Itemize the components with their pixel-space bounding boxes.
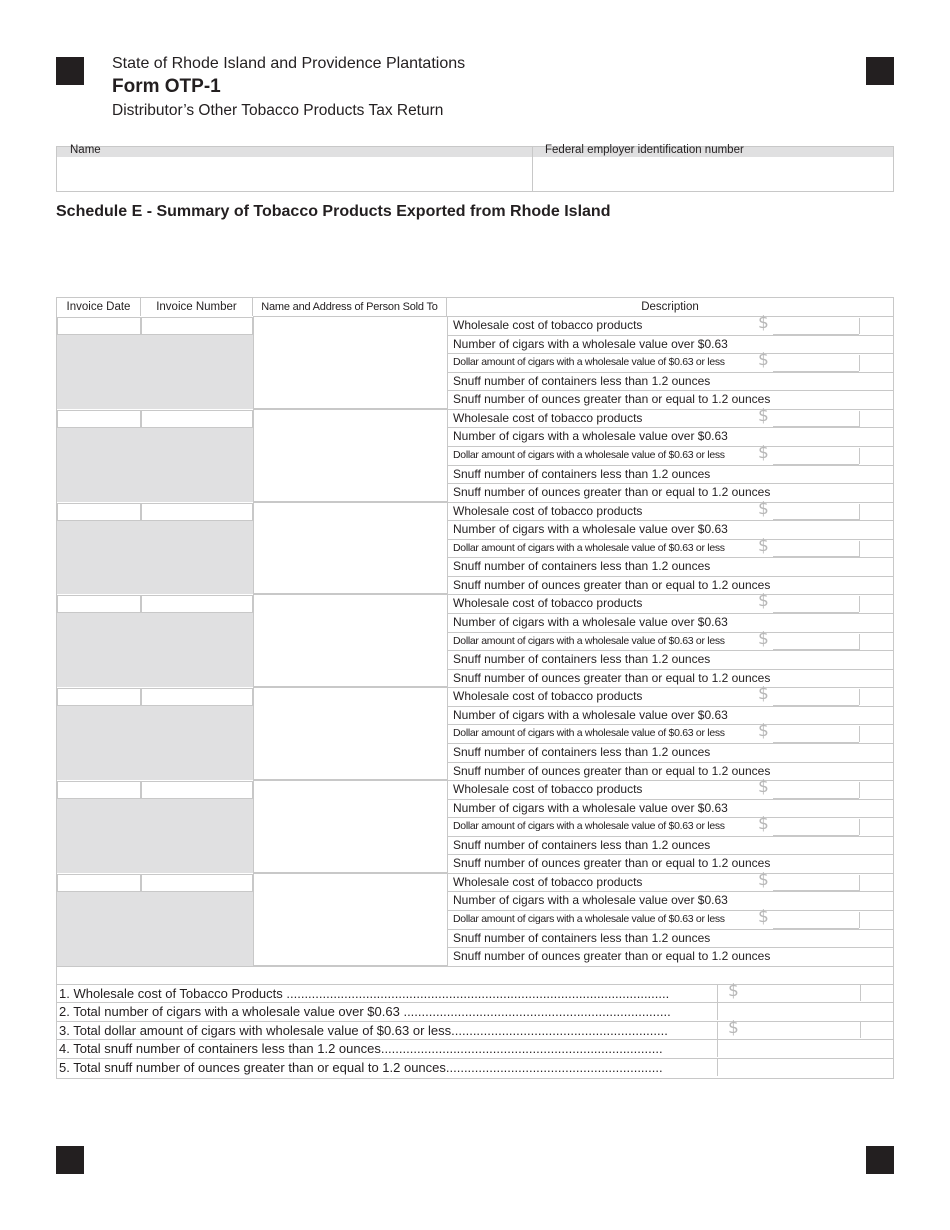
shaded-area: [57, 613, 253, 687]
shaded-area: [57, 892, 253, 966]
sold-to-input[interactable]: [253, 780, 448, 873]
description-row: [447, 891, 893, 910]
total-line-label: 4. Total snuff number of containers less than 1.2 ounces..............................................................................: [59, 1041, 663, 1057]
description-row: [447, 650, 893, 669]
spacer-row: [57, 966, 893, 984]
description-label: Number of cigars with a wholesale value over $0.63: [453, 614, 728, 629]
description-label: Dollar amount of cigars with a wholesale value of $0.63 or less: [453, 634, 725, 647]
invoice-group: [57, 869, 893, 966]
description-row: [447, 777, 893, 799]
invoice-date-input[interactable]: [57, 410, 141, 428]
description-row: [447, 836, 893, 855]
description-row: [447, 442, 893, 465]
description-label: Snuff number of ounces greater than or equal to 1.2 ounces: [453, 949, 771, 964]
dollar-sign-icon: $: [758, 535, 769, 556]
description-row: [447, 743, 893, 762]
cents-input[interactable]: [859, 318, 893, 334]
description-row: [447, 869, 893, 892]
description-label: Snuff number of ounces greater than or equal to 1.2 ounces: [453, 577, 771, 592]
description-label: Snuff number of ounces greater than or equal to 1.2 ounces: [453, 763, 771, 778]
description-row: [447, 814, 893, 836]
dollar-sign-icon: $: [758, 721, 769, 742]
description-row: [447, 854, 893, 873]
registration-mark-top-right: [866, 57, 894, 85]
sold-to-input[interactable]: [253, 687, 448, 780]
invoice-number-input[interactable]: [141, 317, 253, 335]
description-row: [447, 390, 893, 409]
cents-input[interactable]: [859, 596, 893, 612]
total-amount-input[interactable]: [717, 980, 893, 1002]
cents-input[interactable]: [859, 355, 893, 371]
description-value-input[interactable]: [747, 558, 857, 575]
description-value-input[interactable]: [747, 405, 857, 427]
description-label: Snuff number of containers less than 1.2 ounces: [453, 466, 711, 481]
registration-mark-bottom-right: [866, 1146, 894, 1174]
invoice-date-input[interactable]: [57, 503, 141, 521]
description-row: [447, 483, 893, 502]
description-row: [447, 465, 893, 484]
cents-input[interactable]: [860, 984, 894, 1001]
invoice-group: [57, 405, 893, 502]
description-value-input[interactable]: [747, 837, 857, 854]
dollar-sign-icon: $: [758, 313, 769, 333]
taxpayer-id-box: [56, 146, 894, 192]
description-value-input[interactable]: [747, 498, 857, 520]
name-label: Name: [70, 144, 101, 156]
description-value-input[interactable]: [747, 535, 857, 557]
description-label: Number of cigars with a wholesale value over $0.63: [453, 522, 728, 537]
description-value-input[interactable]: [747, 744, 857, 761]
description-value-input[interactable]: [747, 930, 857, 947]
total-amount-input[interactable]: [717, 1017, 893, 1039]
description-value-input[interactable]: [747, 948, 857, 965]
sold-to-input[interactable]: [253, 409, 448, 502]
description-row: [447, 613, 893, 632]
total-amount-input[interactable]: [717, 1002, 893, 1020]
description-row: [447, 313, 893, 335]
description-value-input[interactable]: [747, 373, 857, 390]
cents-input[interactable]: [859, 689, 893, 705]
dollar-sign-icon: $: [758, 869, 769, 890]
state-name: State of Rhode Island and Providence Plantations: [112, 55, 466, 72]
description-label: Dollar amount of cigars with a wholesale value of $0.63 or less: [453, 820, 725, 833]
description-label: Dollar amount of cigars with a wholesale value of $0.63 or less: [453, 912, 725, 925]
description-row: [447, 762, 893, 781]
invoice-number-input[interactable]: [141, 503, 253, 521]
cents-input[interactable]: [859, 448, 893, 464]
cents-input[interactable]: [859, 875, 893, 891]
total-amount-input[interactable]: [717, 1039, 893, 1057]
form-title: Form OTP-1: [112, 76, 221, 97]
dollar-sign-icon: $: [758, 814, 769, 835]
description-label: Wholesale cost of tobacco products: [453, 874, 643, 889]
description-row: [447, 947, 893, 966]
cents-input[interactable]: [859, 819, 893, 835]
dollar-sign-icon: $: [758, 591, 769, 612]
total-line-label: 2. Total number of cigars with a wholesale value over $0.63 ..........................................................................: [59, 1004, 671, 1020]
shaded-area: [57, 335, 253, 409]
shaded-area: [57, 706, 253, 780]
description-row: [447, 669, 893, 688]
description-row: [447, 706, 893, 725]
description-label: Snuff number of ounces greater than or equal to 1.2 ounces: [453, 392, 771, 407]
description-row: [447, 557, 893, 576]
shaded-area: [57, 799, 253, 873]
fein-field[interactable]: [533, 157, 893, 191]
description-label: Snuff number of containers less than 1.2 ounces: [453, 373, 711, 388]
description-label: Wholesale cost of tobacco products: [453, 503, 643, 518]
description-row: [447, 721, 893, 743]
total-line-label: 3. Total dollar amount of cigars with wholesale value of $0.63 or less............................................................: [59, 1022, 668, 1038]
description-label: Snuff number of ounces greater than or equal to 1.2 ounces: [453, 856, 771, 871]
description-label: Wholesale cost of tobacco products: [453, 782, 643, 796]
col-header-description: Description: [641, 301, 699, 313]
description-row: [447, 591, 893, 613]
description-label: Snuff number of containers less than 1.2 ounces: [453, 837, 711, 852]
cents-input[interactable]: [859, 504, 893, 520]
description-label: Dollar amount of cigars with a wholesale value of $0.63 or less: [453, 727, 725, 740]
description-value-input[interactable]: [747, 466, 857, 483]
sold-to-input[interactable]: [253, 502, 448, 595]
description-label: Snuff number of ounces greater than or equal to 1.2 ounces: [453, 670, 771, 685]
invoice-group: [57, 313, 893, 409]
total-amount-input[interactable]: [717, 1058, 893, 1076]
description-value-input[interactable]: [747, 313, 857, 334]
dollar-sign-icon: $: [728, 1017, 739, 1038]
invoice-number-input[interactable]: [141, 410, 253, 428]
dollar-sign-icon: $: [758, 405, 769, 426]
total-line-label: 5. Total snuff number of ounces greater than or equal to 1.2 ounces............................................................: [59, 1060, 663, 1075]
total-line-label: 1. Wholesale cost of Tobacco Products ..........................................................................................................: [59, 985, 670, 1001]
total-line: [57, 1002, 893, 1020]
description-row: [447, 535, 893, 558]
invoice-number-input[interactable]: [141, 874, 253, 892]
dollar-sign-icon: $: [758, 628, 769, 649]
description-value-input[interactable]: [747, 628, 857, 650]
dollar-sign-icon: $: [758, 350, 769, 371]
total-line: [57, 1058, 893, 1076]
description-label: Number of cigars with a wholesale value over $0.63: [453, 429, 728, 444]
dollar-sign-icon: $: [758, 777, 769, 797]
description-row: [447, 427, 893, 446]
invoice-date-input[interactable]: [57, 317, 141, 335]
invoice-group: [57, 498, 893, 595]
description-row: [447, 906, 893, 929]
total-line: [57, 1039, 893, 1057]
description-row: [447, 335, 893, 354]
shaded-area: [57, 521, 253, 595]
cents-input[interactable]: [859, 411, 893, 427]
sold-to-input[interactable]: [253, 316, 448, 409]
description-label: Wholesale cost of tobacco products: [453, 689, 643, 704]
col-header-invoice-date: Invoice Date: [57, 298, 141, 316]
cents-input[interactable]: [859, 912, 893, 928]
cents-input[interactable]: [859, 634, 893, 650]
sold-to-input[interactable]: [253, 594, 448, 687]
description-label: Number of cigars with a wholesale value over $0.63: [453, 707, 728, 722]
description-label: Dollar amount of cigars with a wholesale value of $0.63 or less: [453, 356, 725, 369]
dollar-sign-icon: $: [758, 684, 769, 705]
total-line: [57, 1017, 893, 1039]
schedule-e-table: [56, 297, 894, 1079]
dollar-sign-icon: $: [728, 980, 739, 1001]
description-value-input[interactable]: [747, 350, 857, 371]
description-label: Snuff number of ounces greater than or equal to 1.2 ounces: [453, 485, 771, 500]
description-row: [447, 350, 893, 372]
dollar-sign-icon: $: [758, 906, 769, 927]
description-label: Wholesale cost of tobacco products: [453, 596, 643, 611]
description-label: Snuff number of containers less than 1.2 ounces: [453, 744, 711, 759]
invoice-number-input[interactable]: [141, 595, 253, 613]
fein-label: Federal employer identification number: [545, 144, 744, 156]
description-row: [447, 929, 893, 948]
description-label: Wholesale cost of tobacco products: [453, 410, 643, 425]
description-row: [447, 628, 893, 651]
col-header-invoice-number: Invoice Number: [141, 298, 253, 316]
description-value-input[interactable]: [747, 777, 857, 798]
id-label-band: [57, 147, 893, 157]
description-value-input[interactable]: [747, 651, 857, 668]
description-row: [447, 405, 893, 428]
invoice-date-input[interactable]: [57, 781, 141, 799]
total-line: [57, 980, 893, 1002]
schedule-title: Schedule E - Summary of Tobacco Products Exported from Rhode Island: [56, 203, 611, 220]
invoice-group: [57, 684, 893, 780]
invoice-number-input[interactable]: [141, 688, 253, 706]
cents-input[interactable]: [859, 782, 893, 798]
description-value-input[interactable]: [747, 684, 857, 705]
description-value-input[interactable]: [747, 869, 857, 891]
registration-mark-top-left: [56, 57, 84, 85]
description-label: Number of cigars with a wholesale value over $0.63: [453, 336, 728, 351]
description-label: Wholesale cost of tobacco products: [453, 318, 643, 332]
registration-mark-bottom-left: [56, 1146, 84, 1174]
cents-input[interactable]: [859, 541, 893, 557]
description-value-input[interactable]: [747, 442, 857, 464]
dollar-sign-icon: $: [758, 442, 769, 463]
description-label: Number of cigars with a wholesale value over $0.63: [453, 800, 728, 815]
description-label: Snuff number of containers less than 1.2 ounces: [453, 559, 711, 574]
description-row: [447, 576, 893, 595]
description-value-input[interactable]: [747, 591, 857, 612]
description-label: Dollar amount of cigars with a wholesale value of $0.63 or less: [453, 541, 725, 554]
description-row: [447, 799, 893, 818]
invoice-group: [57, 777, 893, 873]
shaded-area: [57, 428, 253, 502]
description-row: [447, 498, 893, 521]
description-row: [447, 372, 893, 391]
col-header-name-address: Name and Address of Person Sold To: [253, 298, 447, 316]
name-field[interactable]: [57, 157, 532, 191]
invoice-date-input[interactable]: [57, 595, 141, 613]
cents-input[interactable]: [860, 1021, 894, 1038]
dollar-sign-icon: $: [758, 498, 769, 519]
invoice-date-input[interactable]: [57, 688, 141, 706]
description-value-input[interactable]: [747, 721, 857, 742]
sold-to-input[interactable]: [253, 873, 448, 966]
invoice-number-input[interactable]: [141, 781, 253, 799]
description-row: [447, 520, 893, 539]
description-label: Snuff number of containers less than 1.2 ounces: [453, 652, 711, 667]
description-row: [447, 684, 893, 706]
cents-input[interactable]: [859, 726, 893, 742]
form-subtitle: Distributor’s Other Tobacco Products Tax Return: [112, 102, 444, 119]
description-label: Snuff number of containers less than 1.2 ounces: [453, 930, 711, 945]
description-value-input[interactable]: [747, 906, 857, 928]
description-value-input[interactable]: [747, 814, 857, 835]
invoice-group: [57, 591, 893, 687]
invoice-date-input[interactable]: [57, 874, 141, 892]
description-label: Dollar amount of cigars with a wholesale value of $0.63 or less: [453, 448, 725, 461]
description-label: Number of cigars with a wholesale value over $0.63: [453, 893, 728, 908]
